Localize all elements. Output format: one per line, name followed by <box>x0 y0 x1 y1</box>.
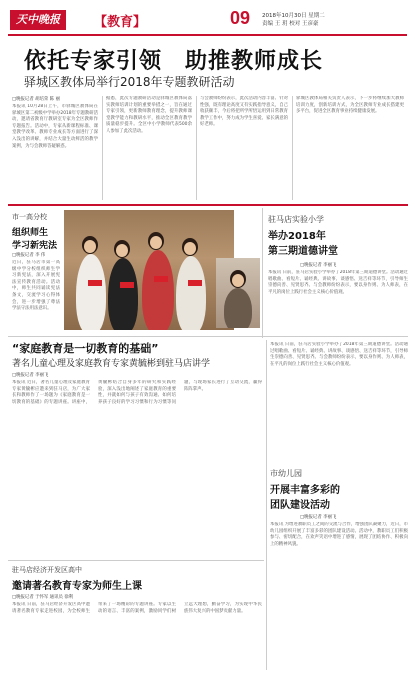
box-byline: □晚报记者 李 伟 <box>12 253 46 258</box>
red-book <box>154 276 168 282</box>
section-rule <box>8 204 408 206</box>
right-news1-body: 本报讯 日前，驻马店实验小学举办了2018年第三期道德讲堂。活动通过唱歌曲、看短片、诵经典、讲故事、谈感悟、送吉祥等环节，引导师生崇德向善、见贤思齐。与会教师纷纷表示，要以身作则、为人师表，在平凡的岗位上践行社会主义核心价值观。 <box>268 270 408 295</box>
right-news2-title-line2: 团队建设活动 <box>270 500 330 511</box>
bottom-byline: □晚报记者 于怀军 通讯员 徐利 <box>12 595 74 600</box>
column-divider <box>196 96 197 200</box>
right-news1-byline: □晚报记者 李丽飞 <box>300 263 337 268</box>
person-face <box>116 244 128 257</box>
person-body <box>76 254 106 330</box>
section-name: 【教育】 <box>94 15 147 30</box>
right-news1-body-continued: 本报讯 日前，驻马店实验小学举办了2018年第三期道德讲堂。活动通过唱歌曲、看短片、诵经典、讲故事、谈感悟、送吉祥等环节，引导师生崇德向善、见贤思齐。与会教师纷纷表示，要以身作则、为人师表，在平凡的岗位上践行社会主义核心价值观。 <box>270 342 408 367</box>
right-news2-kicker: 市幼儿园 <box>270 469 302 478</box>
lead-headline: 依托专家引领 助推教师成长 <box>24 49 324 74</box>
mid-body: 本报讯 近日，著名儿童心理及家庭教育专家黄毓彬应邀来到驻马店，为广大家长和教师作了一场题为《家庭教育是一切教育的基础》的专题讲座。讲座中，黄毓彬结合自身多年的研究和实践经验，深入浅出地阐述了家庭教育的重要性，并就如何与孩子有效沟通、如何培养孩子良好的学习习惯和行为习惯等问题，与现场家长进行了互动交流，赢得阵阵掌声。 <box>12 380 262 405</box>
newspaper-logo: 天中晚报 <box>10 10 66 30</box>
bottom-kicker: 驻马店经济开发区高中 <box>12 566 82 574</box>
issue-date: 2018年10月30日 星期二 <box>262 13 325 19</box>
red-book <box>88 280 102 286</box>
bottom-body: 本报讯 日前，驻马店经济开发区高中邀请著名教育专家走进校园，为全校师生带来了一场精彩的专题讲座。专家以生动的语言、丰富的案例，激励同学们树立远大理想，勤奋学习，为实现中华民族伟大复兴的中国梦贡献力量。 <box>12 602 262 614</box>
box-title-line2: 学习新宪法 <box>12 241 58 251</box>
page-number: 09 <box>230 8 251 28</box>
lead-column-3: 与会教师纷纷表示，此次活动内容丰富、针对性强，既有理论高度又有实践指导意义，自己收获颇丰，今后将把所学所悟运用到日常教育教学工作中，努力成为学生喜爱、家长满意的好老师。 <box>200 96 288 128</box>
right-news1-title-line2: 第三期道德讲堂 <box>268 246 338 257</box>
masthead <box>8 8 407 36</box>
box-story-title <box>12 212 62 251</box>
person-face <box>184 242 196 255</box>
lead-column-4: 驿城区教体局相关负责人表示，下一步将继续加大教师培训力度，创新培训方式，为全区教师专业成长搭建更多平台，促进全区教育事业持续健康发展。 <box>296 96 404 115</box>
right-news2-byline: □晚报记者 李丽飞 <box>300 515 337 520</box>
editor-line: 责编 王 玥 校对 王彦豪 <box>262 21 319 27</box>
section-rule <box>8 336 408 337</box>
box-body: 近日，驻马店市第一高级中学分校组织师生学习新宪法，深入开展宪法宣传教育活动。活动中，师生共同诵读宪法条文，交流学习心得体会，进一步增强了尊法学法守法用法意识。 <box>12 260 60 312</box>
news-photo-speaker <box>216 258 260 328</box>
mid-byline: □晚报记者 李丽飞 <box>12 373 49 378</box>
bottom-headline: 邀请著名教育专家为师生上课 <box>12 581 142 592</box>
person-body <box>108 258 138 330</box>
column-divider <box>292 96 293 200</box>
masthead-meta <box>262 12 407 28</box>
right-news1-title-line1: 举办2018年 <box>268 231 326 242</box>
news-photo-teachers-reading <box>64 210 234 330</box>
right-news1-title <box>268 214 408 257</box>
right-news2-title <box>270 468 408 511</box>
lead-column-2: 据悉，此次专题教研活动是驿城区教体局落实教师培训计划的重要举措之一，旨在通过专家引领，更新教师教育理念，提升教师课堂教学能力和教研水平，推动全区教育教学质量稳步提升。全区中小学教师代表500余人参加了此次活动。 <box>106 96 192 134</box>
right-news2-body: 本报讯 为增进教职员工之间的交流与合作，增强团队凝聚力，近日，市幼儿园组织开展了丰富多彩的团队建设活动。活动中，教职员工们积极参与、密切配合，在欢声笑语中增进了感情，展现了团结协作、积极向上的精神风貌。 <box>270 522 408 547</box>
right-news1-kicker: 驻马店实验小学 <box>268 215 324 224</box>
lead-byline: □晚报记者 胡培荣 陈 丽 <box>12 97 60 102</box>
column-divider <box>102 96 103 200</box>
person-body <box>224 288 252 328</box>
mid-headline: “家庭教育是一切教育的基础” <box>12 342 159 355</box>
section-rule <box>8 560 264 561</box>
right-news2-title-line1: 开展丰富多彩的 <box>270 485 340 496</box>
lead-column-1: 本报讯 10月28日上午，市驿城区教体局在驿城区第二初级中学举办2018年专题教研活动，邀请省教育厅教研室专家为全区教师作专题报告。活动中，专家从新课程标准、课堂教学改革、教师专业成长等方面进行了深入浅出的讲解，并结合大量生动鲜活的教学案例，为与会教师答疑解惑。 <box>12 104 98 149</box>
person-face <box>232 274 244 287</box>
person-body <box>142 250 174 330</box>
person-body <box>176 256 206 330</box>
box-title-line1: 组织师生 <box>12 228 49 238</box>
red-book <box>120 282 134 288</box>
column-divider <box>262 208 263 338</box>
red-book <box>188 280 202 286</box>
mid-subheadline: 著名儿童心理及家庭教育专家黄毓彬到驻马店讲学 <box>12 359 211 369</box>
lead-subheadline: 驿城区教体局举行2018年专题教研活动 <box>24 75 235 89</box>
box-kicker: 市一高分校 <box>12 213 47 221</box>
person-face <box>150 236 162 249</box>
person-face <box>84 240 96 253</box>
column-divider <box>266 340 267 670</box>
